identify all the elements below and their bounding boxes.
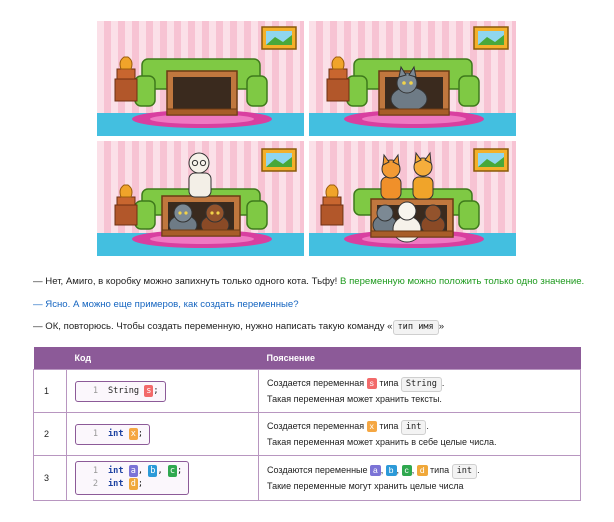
code-block	[75, 381, 166, 402]
explanation-line-2: Такие переменные могут хранить целые числа	[267, 480, 464, 491]
explanation-line-1	[267, 419, 580, 435]
line-number: 2	[92, 479, 98, 489]
code-type: String	[108, 385, 140, 396]
explanation-prefix: Создается переменная	[267, 377, 367, 388]
explanation-cell	[259, 456, 581, 501]
explanation-line-1: Создаются переменные a , b , c , d типа int .	[267, 463, 580, 479]
code-semicolon: ;	[137, 428, 144, 439]
comic-panel-cat-on-top	[97, 141, 304, 256]
explanation-variable-c: c	[402, 465, 412, 476]
code-cell	[67, 456, 259, 501]
row-number: 1	[34, 370, 67, 413]
code-variable-s: s	[146, 385, 152, 396]
explanation-mid: типа	[376, 420, 401, 431]
dialogue-line-1	[33, 275, 584, 289]
header-num	[34, 347, 67, 370]
code-variable-a: a	[130, 466, 136, 476]
code-variable-x: x	[130, 428, 136, 439]
explanation-mid: типа	[376, 377, 401, 388]
line-number: 1	[92, 385, 98, 396]
header-explanation: Пояснение	[259, 347, 581, 370]
code-cell	[67, 413, 259, 456]
explanation-line-2: Такая переменная может хранить в себе целые числа.	[267, 436, 497, 447]
explanation-type: int	[401, 420, 427, 435]
room-scene-svg	[97, 21, 304, 136]
comic-panel-empty-box	[97, 21, 304, 136]
explanation-prefix: Создается переменная	[267, 420, 367, 431]
explanation-variable-s: s	[367, 378, 377, 389]
dialogue-line-2: — Ясно. А можно еще примеров, как создать переменные?	[33, 299, 299, 310]
code-variable-c: c	[169, 466, 175, 476]
explanation-variable-d: d	[417, 465, 428, 476]
explanation-type: int	[452, 464, 478, 479]
explanation-cell	[259, 413, 581, 456]
explanation-end: .	[426, 420, 429, 431]
explanation-variable-x: x	[367, 421, 377, 432]
line-number: 1	[92, 428, 98, 439]
header-code: Код	[67, 347, 259, 370]
dialogue-line-1-plain: — Нет, Амиго, в коробку можно запихнуть только одного кота. Тьфу!	[33, 276, 338, 287]
comic-panel-many-cats	[309, 141, 516, 256]
explanation-end: .	[477, 464, 480, 475]
dialogue-line-3-after: »	[438, 321, 445, 332]
explanation-variable-a: a	[370, 465, 381, 476]
code-variable-d: d	[130, 479, 136, 489]
code-type: int	[108, 479, 124, 489]
code-type: int	[108, 466, 124, 476]
explanation-mid: типа	[427, 464, 452, 475]
explanation-line-1	[267, 376, 580, 392]
inline-code-type-name: тип имя	[393, 320, 439, 335]
table-header-row	[34, 347, 581, 370]
code-cell	[67, 370, 259, 413]
code-type: int	[108, 428, 124, 439]
comic-illustration	[97, 21, 516, 256]
explanation-cell	[259, 370, 581, 413]
code-block	[75, 424, 150, 445]
table-row	[34, 413, 581, 456]
dialogue-line-3	[33, 320, 444, 335]
code-line	[80, 478, 182, 491]
explanation-type: String	[401, 377, 442, 392]
explanation-end: .	[441, 377, 445, 388]
table-row	[34, 370, 581, 413]
explanation-prefix: Создаются переменные	[267, 464, 371, 475]
code-line	[80, 385, 159, 398]
comic-panel-one-cat	[309, 21, 516, 136]
line-number: 1	[92, 466, 98, 476]
explanation-line-2: Такая переменная может хранить тексты.	[267, 393, 442, 404]
code-semicolon: ;	[177, 466, 183, 476]
code-variable-b: b	[150, 466, 156, 476]
table-row	[34, 456, 581, 501]
explanation-variable-b: b	[386, 465, 397, 476]
code-semicolon: ;	[137, 479, 144, 489]
code-block	[75, 461, 189, 495]
code-line	[80, 428, 143, 441]
dialogue-line-3-before: — ОК, повторюсь. Чтобы создать переменную, нужно написать такую команду «	[33, 321, 393, 332]
dialogue-line-1-highlight: В переменную можно положить только одно значение.	[340, 276, 585, 287]
code-line: 1 int a , b , c ;	[80, 465, 182, 478]
examples-table	[33, 347, 581, 501]
code-semicolon: ;	[153, 385, 159, 396]
row-number: 2	[34, 413, 67, 456]
row-number: 3	[34, 456, 67, 501]
